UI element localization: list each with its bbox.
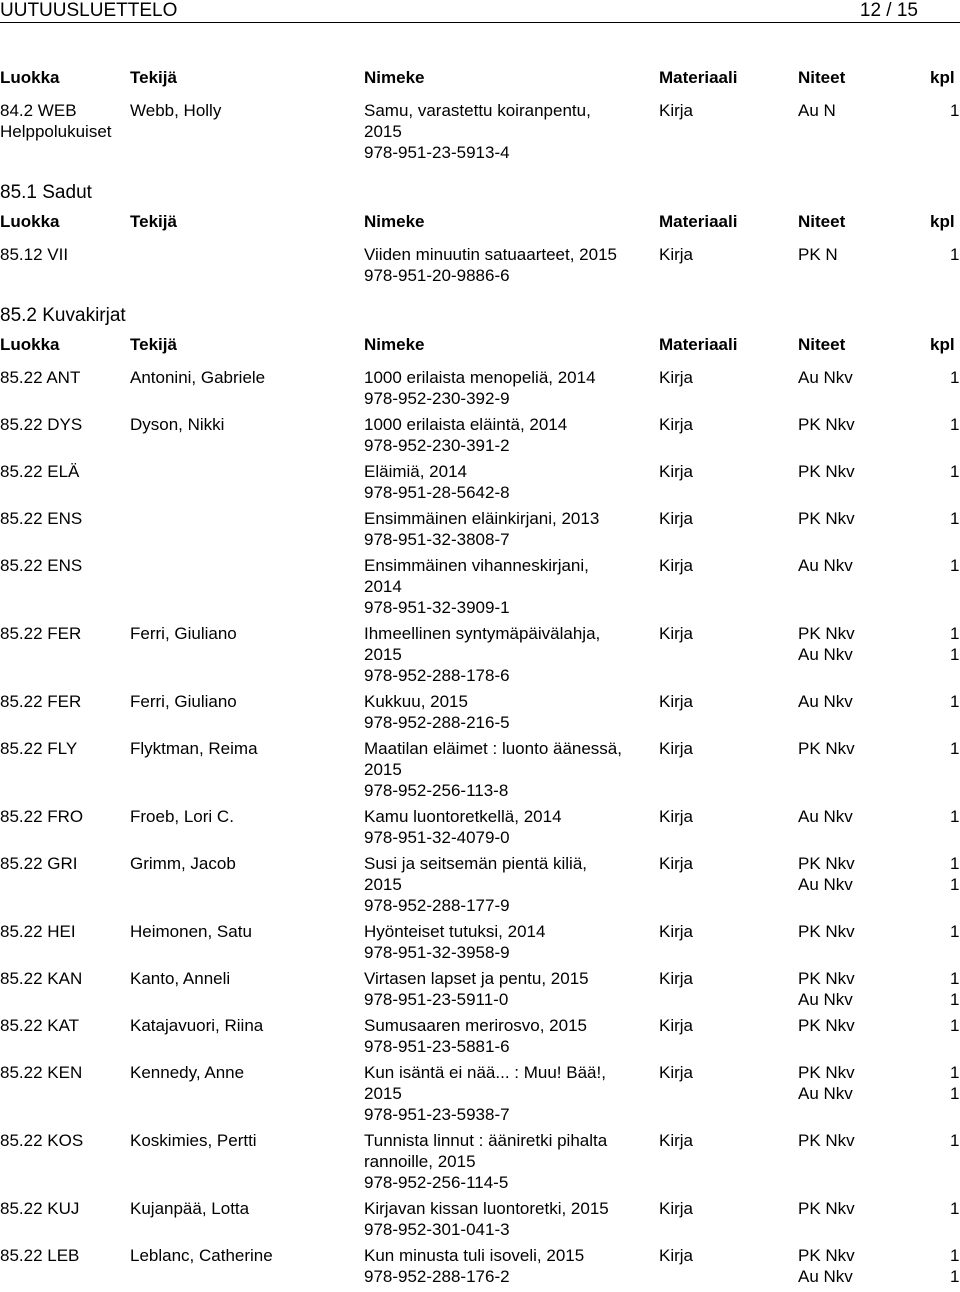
material-cell: Kirja xyxy=(659,692,694,711)
material-cell: Kirja xyxy=(659,1199,694,1218)
copies-cell-line: Au Nkv xyxy=(798,990,853,1009)
copies-cell-line: PK Nkv xyxy=(798,1199,855,1218)
author-cell: Koskimies, Pertti xyxy=(130,1131,257,1150)
author-cell: Kennedy, Anne xyxy=(130,1063,245,1082)
section-title: 85.1 Sadut xyxy=(0,182,92,203)
copies-cell xyxy=(798,1062,855,1104)
title-cell xyxy=(364,921,545,963)
count-cell-line: 1 xyxy=(950,1199,960,1218)
title-cell-line: 978-951-23-5911-0 xyxy=(364,990,509,1009)
title-cell-line: 1000 erilaista eläintä, 2014 xyxy=(364,415,568,434)
material-cell: Kirja xyxy=(659,509,694,528)
title-cell-line: 978-952-230-392-9 xyxy=(364,389,510,408)
title-cell-line: 2015 xyxy=(364,1084,402,1103)
title-cell xyxy=(364,367,596,409)
title-cell-line: Hyönteiset tutuksi, 2014 xyxy=(364,922,546,941)
catalog-row xyxy=(0,738,960,806)
author-cell: Ferri, Giuliano xyxy=(130,624,237,643)
material-cell: Kirja xyxy=(659,807,694,826)
title-cell-line: 978-951-20-9886-6 xyxy=(364,266,510,285)
classification-cell-line: 85.22 KUJ xyxy=(0,1199,80,1218)
classification-cell-line: 85.22 FER xyxy=(0,624,82,643)
count-cell-line: 1 xyxy=(950,854,960,873)
title-cell xyxy=(364,968,589,1010)
title-cell-line: Kun isäntä ei nää... : Muu! Bää!, xyxy=(364,1063,606,1082)
count-cell-line: 1 xyxy=(950,101,960,120)
count-cell xyxy=(950,968,959,1010)
catalog-content xyxy=(0,66,960,1292)
classification-cell xyxy=(0,244,68,265)
classification-cell xyxy=(0,1062,82,1083)
catalog-row xyxy=(0,555,960,623)
classification-cell-line: 85.22 LEB xyxy=(0,1246,80,1265)
classification-cell-line: 85.22 FER xyxy=(0,692,82,711)
title-cell xyxy=(364,414,567,456)
column-header-mat: Materiaali xyxy=(659,212,738,231)
title-cell-line: Viiden minuutin satuaarteet, 2015 xyxy=(364,245,617,264)
count-cell xyxy=(950,1062,959,1104)
author-cell: Heimonen, Satu xyxy=(130,922,252,941)
classification-cell-line: 85.22 GRI xyxy=(0,854,78,873)
material-cell: Kirja xyxy=(659,1246,694,1265)
title-cell-line: 978-952-288-216-5 xyxy=(364,713,510,732)
title-cell-line: 978-952-256-114-5 xyxy=(364,1173,509,1192)
catalog-row xyxy=(0,1015,960,1062)
copies-cell xyxy=(798,414,855,435)
title-cell-line: Ihmeellinen syntymäpäivälahja, xyxy=(364,624,601,643)
column-header-mat: Materiaali xyxy=(659,68,738,87)
title-cell-line: 978-951-23-5881-6 xyxy=(364,1037,510,1056)
catalog-row xyxy=(0,1062,960,1130)
copies-cell xyxy=(798,691,853,712)
title-cell xyxy=(364,461,510,503)
author-cell: Flyktman, Reima xyxy=(130,739,258,758)
count-cell xyxy=(950,623,959,665)
author-cell: Kanto, Anneli xyxy=(130,969,231,988)
column-header-nit: Niteet xyxy=(798,335,846,354)
copies-cell-line: Au Nkv xyxy=(798,807,853,826)
column-header-nimeke: Nimeke xyxy=(364,335,425,354)
catalog-row xyxy=(0,691,960,738)
column-header-tekija: Tekijä xyxy=(130,335,177,354)
copies-cell xyxy=(798,1198,855,1219)
material-cell: Kirja xyxy=(659,969,694,988)
copies-cell xyxy=(798,461,855,482)
count-cell-line: 1 xyxy=(950,462,960,481)
material-cell: Kirja xyxy=(659,556,694,575)
title-cell xyxy=(364,806,562,848)
column-header-row xyxy=(0,66,960,90)
title-cell xyxy=(364,738,622,801)
title-cell-line: 978-951-32-3958-9 xyxy=(364,943,510,962)
classification-cell xyxy=(0,806,83,827)
classification-cell-line: 85.22 DYS xyxy=(0,415,83,434)
classification-cell xyxy=(0,555,82,576)
copies-cell-line: PK Nkv xyxy=(798,854,855,873)
copies-cell-line: Au Nkv xyxy=(798,645,853,664)
copies-cell-line: Au Nkv xyxy=(798,1267,853,1286)
count-cell xyxy=(950,806,959,827)
copies-cell-line: Au Nkv xyxy=(798,692,853,711)
copies-cell-line: Au Nkv xyxy=(798,368,853,387)
catalog-row xyxy=(0,623,960,691)
count-cell xyxy=(950,921,959,942)
copies-cell-line: Au Nkv xyxy=(798,1084,853,1103)
material-cell: Kirja xyxy=(659,739,694,758)
material-cell: Kirja xyxy=(659,101,694,120)
author-cell: Kujanpää, Lotta xyxy=(130,1199,250,1218)
title-cell xyxy=(364,1130,607,1193)
classification-cell-line: 85.12 VII xyxy=(0,245,69,264)
material-cell: Kirja xyxy=(659,415,694,434)
header-divider xyxy=(0,22,960,23)
title-cell-line: 2015 xyxy=(364,645,402,664)
count-cell-line: 1 xyxy=(950,556,960,575)
column-header-kpl: kpl xyxy=(930,335,955,354)
count-cell xyxy=(950,1245,959,1287)
column-header-luokka: Luokka xyxy=(0,335,60,354)
count-cell-line: 1 xyxy=(950,969,960,988)
catalog-row xyxy=(0,414,960,461)
column-header-row xyxy=(0,210,960,234)
classification-cell xyxy=(0,623,81,644)
count-cell xyxy=(950,555,959,576)
catalog-row xyxy=(0,1130,960,1198)
title-cell-line: Kun minusta tuli isoveli, 2015 xyxy=(364,1246,585,1265)
count-cell xyxy=(950,508,959,529)
count-cell-line: 1 xyxy=(950,807,960,826)
classification-cell-line: 85.22 KEN xyxy=(0,1063,83,1082)
classification-cell xyxy=(0,1015,79,1036)
catalog-row xyxy=(0,1198,960,1245)
count-cell-line: 1 xyxy=(950,990,960,1009)
title-cell xyxy=(364,1245,584,1287)
count-cell-line: 1 xyxy=(950,1246,960,1265)
title-cell-line: 2015 xyxy=(364,875,402,894)
copies-cell-line: PK Nkv xyxy=(798,1246,855,1265)
count-cell-line: 1 xyxy=(950,509,960,528)
title-cell-line: Kukkuu, 2015 xyxy=(364,692,468,711)
title-cell-line: Sumusaaren merirosvo, 2015 xyxy=(364,1016,588,1035)
count-cell-line: 1 xyxy=(950,368,960,387)
column-header-kpl: kpl xyxy=(930,212,955,231)
title-cell xyxy=(364,100,591,163)
title-cell-line: 978-951-23-5938-7 xyxy=(364,1105,510,1124)
copies-cell xyxy=(798,1130,855,1151)
title-cell xyxy=(364,1015,587,1057)
copies-cell-line: PK N xyxy=(798,245,838,264)
catalog-row xyxy=(0,100,960,168)
copies-cell xyxy=(798,1245,855,1287)
count-cell xyxy=(950,853,959,895)
count-cell xyxy=(950,367,959,388)
column-header-nit: Niteet xyxy=(798,212,846,231)
document-title: UUTUUSLUETTELO xyxy=(0,0,178,21)
classification-cell xyxy=(0,921,76,942)
classification-cell xyxy=(0,100,112,142)
count-cell-line: 1 xyxy=(950,692,960,711)
classification-cell xyxy=(0,691,81,712)
author-cell: Froeb, Lori C. xyxy=(130,807,234,826)
catalog-row xyxy=(0,244,960,291)
author-cell: Antonini, Gabriele xyxy=(130,368,266,387)
author-cell: Grimm, Jacob xyxy=(130,854,236,873)
count-cell xyxy=(950,738,959,759)
material-cell: Kirja xyxy=(659,624,694,643)
catalog-row xyxy=(0,968,960,1015)
classification-cell xyxy=(0,414,82,435)
title-cell xyxy=(364,691,510,733)
title-cell xyxy=(364,1062,606,1125)
title-cell-line: 2015 xyxy=(364,122,402,141)
title-cell-line: rannoille, 2015 xyxy=(364,1152,476,1171)
count-cell-line: 1 xyxy=(950,1063,960,1082)
material-cell: Kirja xyxy=(659,1063,694,1082)
classification-cell-line: 85.22 KOS xyxy=(0,1131,84,1150)
classification-cell-line: 85.22 KAT xyxy=(0,1016,80,1035)
column-header-tekija: Tekijä xyxy=(130,212,177,231)
classification-cell-line: 85.22 ENS xyxy=(0,556,83,575)
count-cell xyxy=(950,691,959,712)
author-cell: Ferri, Giuliano xyxy=(130,692,237,711)
section-title: 85.2 Kuvakirjat xyxy=(0,305,126,326)
copies-cell-line: PK Nkv xyxy=(798,969,855,988)
title-cell xyxy=(364,853,587,916)
title-cell-line: 978-951-32-3808-7 xyxy=(364,530,510,549)
classification-cell-line: 85.22 HEI xyxy=(0,922,76,941)
title-cell-line: 978-952-301-041-3 xyxy=(364,1220,510,1239)
count-cell-line: 1 xyxy=(950,875,960,894)
author-cell: Leblanc, Catherine xyxy=(130,1246,273,1265)
classification-cell xyxy=(0,367,80,388)
copies-cell-line: Au N xyxy=(798,101,836,120)
copies-cell xyxy=(798,853,855,895)
column-header-kpl: kpl xyxy=(930,68,955,87)
title-cell xyxy=(364,1198,609,1240)
count-cell-line: 1 xyxy=(950,1084,960,1103)
material-cell: Kirja xyxy=(659,368,694,387)
title-cell-line: 978-951-23-5913-4 xyxy=(364,143,510,162)
count-cell xyxy=(950,1015,959,1036)
classification-cell xyxy=(0,853,78,874)
classification-cell xyxy=(0,1130,83,1151)
page-number: 12 / 15 xyxy=(859,0,918,21)
catalog-row xyxy=(0,367,960,414)
copies-cell xyxy=(798,921,855,942)
title-cell-line: 978-952-288-178-6 xyxy=(364,666,510,685)
copies-cell-line: PK Nkv xyxy=(798,1016,855,1035)
classification-cell xyxy=(0,968,82,989)
title-cell-line: 2015 xyxy=(364,760,402,779)
copies-cell-line: PK Nkv xyxy=(798,739,855,758)
catalog-row xyxy=(0,806,960,853)
classification-cell-line: 85.22 KAN xyxy=(0,969,83,988)
copies-cell xyxy=(798,623,855,665)
title-cell-line: Virtasen lapset ja pentu, 2015 xyxy=(364,969,589,988)
title-cell-line: Eläimiä, 2014 xyxy=(364,462,468,481)
catalog-row xyxy=(0,921,960,968)
copies-cell-line: PK Nkv xyxy=(798,1131,855,1150)
title-cell-line: 978-952-288-177-9 xyxy=(364,896,510,915)
classification-cell-line: Helppolukuiset xyxy=(0,122,112,141)
title-cell-line: 978-952-256-113-8 xyxy=(364,781,509,800)
classification-cell xyxy=(0,738,77,759)
title-cell-line: 978-952-288-176-2 xyxy=(364,1267,510,1286)
copies-cell-line: PK Nkv xyxy=(798,624,855,643)
title-cell-line: Kirjavan kissan luontoretki, 2015 xyxy=(364,1199,609,1218)
count-cell-line: 1 xyxy=(950,415,960,434)
material-cell: Kirja xyxy=(659,1131,694,1150)
column-header-luokka: Luokka xyxy=(0,68,60,87)
count-cell-line: 1 xyxy=(950,922,960,941)
column-header-row xyxy=(0,333,960,357)
title-cell-line: 978-952-230-391-2 xyxy=(364,436,510,455)
catalog-row xyxy=(0,508,960,555)
title-cell-line: 978-951-32-4079-0 xyxy=(364,828,510,847)
author-cell: Katajavuori, Riina xyxy=(130,1016,264,1035)
count-cell-line: 1 xyxy=(950,645,960,664)
copies-cell-line: PK Nkv xyxy=(798,415,855,434)
count-cell xyxy=(950,244,959,265)
count-cell xyxy=(950,414,959,435)
column-header-nimeke: Nimeke xyxy=(364,212,425,231)
classification-cell-line: 85.22 ENS xyxy=(0,509,83,528)
title-cell-line: 978-951-32-3909-1 xyxy=(364,598,510,617)
column-header-nit: Niteet xyxy=(798,68,846,87)
title-cell-line: Maatilan eläimet : luonto äänessä, xyxy=(364,739,622,758)
column-header-luokka: Luokka xyxy=(0,212,60,231)
classification-cell-line: 85.22 ANT xyxy=(0,368,81,387)
title-cell xyxy=(364,508,599,550)
copies-cell xyxy=(798,1015,855,1036)
column-header-mat: Materiaali xyxy=(659,335,738,354)
title-cell xyxy=(364,623,600,686)
title-cell-line: Samu, varastettu koiranpentu, xyxy=(364,101,591,120)
classification-cell-line: 85.22 FRO xyxy=(0,807,84,826)
copies-cell xyxy=(798,508,855,529)
count-cell-line: 1 xyxy=(950,1267,960,1286)
count-cell xyxy=(950,1198,959,1219)
catalog-row xyxy=(0,853,960,921)
title-cell-line: 1000 erilaista menopeliä, 2014 xyxy=(364,368,596,387)
copies-cell xyxy=(798,968,855,1010)
copies-cell xyxy=(798,244,838,265)
copies-cell-line: Au Nkv xyxy=(798,875,853,894)
count-cell-line: 1 xyxy=(950,245,960,264)
copies-cell xyxy=(798,738,855,759)
count-cell xyxy=(950,461,959,482)
copies-cell xyxy=(798,806,853,827)
column-header-tekija: Tekijä xyxy=(130,68,177,87)
title-cell-line: 2014 xyxy=(364,577,402,596)
title-cell xyxy=(364,555,589,618)
classification-cell-line: 85.22 FLY xyxy=(0,739,78,758)
classification-cell-line: 85.22 ELÄ xyxy=(0,462,80,481)
title-cell xyxy=(364,244,617,286)
count-cell-line: 1 xyxy=(950,624,960,643)
author-cell: Webb, Holly xyxy=(130,101,222,120)
material-cell: Kirja xyxy=(659,1016,694,1035)
copies-cell-line: Au Nkv xyxy=(798,556,853,575)
material-cell: Kirja xyxy=(659,922,694,941)
title-cell-line: Ensimmäinen vihanneskirjani, xyxy=(364,556,589,575)
copies-cell-line: PK Nkv xyxy=(798,462,855,481)
title-cell-line: Kamu luontoretkellä, 2014 xyxy=(364,807,562,826)
catalog-row xyxy=(0,461,960,508)
classification-cell xyxy=(0,461,79,482)
title-cell-line: Ensimmäinen eläinkirjani, 2013 xyxy=(364,509,600,528)
column-header-nimeke: Nimeke xyxy=(364,68,425,87)
classification-cell-line: 84.2 WEB xyxy=(0,101,77,120)
count-cell-line: 1 xyxy=(950,1131,960,1150)
copies-cell-line: PK Nkv xyxy=(798,1063,855,1082)
count-cell-line: 1 xyxy=(950,739,960,758)
classification-cell xyxy=(0,508,82,529)
title-cell-line: Tunnista linnut : ääniretki pihalta xyxy=(364,1131,608,1150)
count-cell xyxy=(950,1130,959,1151)
copies-cell-line: PK Nkv xyxy=(798,509,855,528)
copies-cell-line: PK Nkv xyxy=(798,922,855,941)
document-header xyxy=(0,0,960,22)
classification-cell xyxy=(0,1245,79,1266)
copies-cell xyxy=(798,555,853,576)
copies-cell xyxy=(798,367,853,388)
title-cell-line: 978-951-28-5642-8 xyxy=(364,483,510,502)
count-cell xyxy=(950,100,959,121)
copies-cell xyxy=(798,100,836,121)
count-cell-line: 1 xyxy=(950,1016,960,1035)
material-cell: Kirja xyxy=(659,462,694,481)
title-cell-line: Susi ja seitsemän pientä kiliä, xyxy=(364,854,588,873)
author-cell: Dyson, Nikki xyxy=(130,415,225,434)
material-cell: Kirja xyxy=(659,854,694,873)
classification-cell xyxy=(0,1198,79,1219)
material-cell: Kirja xyxy=(659,245,694,264)
